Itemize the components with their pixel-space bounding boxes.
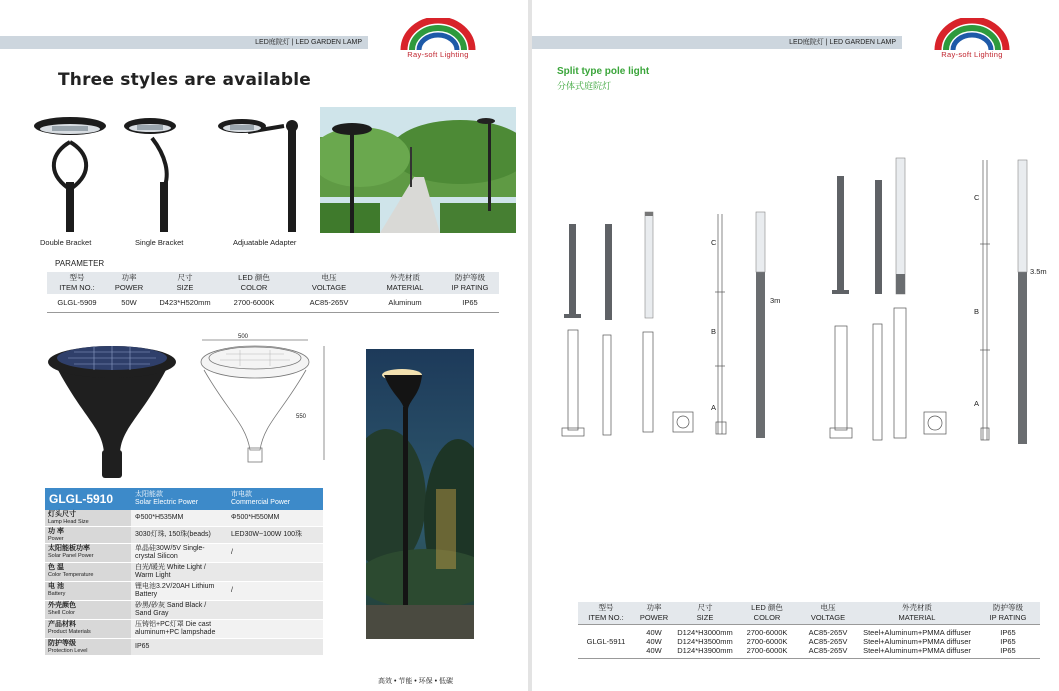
solar-power-column-header: 太阳能款 Solar Electric Power — [135, 491, 199, 506]
drawing-label-c-right: C — [974, 193, 980, 202]
glgl-5910-header — [45, 488, 323, 510]
park-scene-photo — [320, 107, 516, 233]
col-header-voltage: 电压 VOLTAGE — [798, 602, 858, 625]
height-label-3m: 3m — [770, 296, 781, 305]
spec-row: 色 温 Color Temperature 白光/暖光 White Light / Warm Light — [45, 563, 323, 582]
spec-row: 电 池 Battery 锂电池3.2V/20AH Lithium Battery / — [45, 582, 323, 601]
cell-material: Aluminum — [369, 294, 441, 313]
header-band — [532, 36, 902, 49]
drawing-label-b-right: B — [974, 307, 980, 316]
col-header-power: 功率 POWER — [107, 272, 151, 294]
parameter-label: PARAMETER — [55, 259, 105, 268]
cell-material: Steel+Aluminum+PMMA diffuser Steel+Aluminum+PMMA diffuser Steel+Aluminum+PMMA diffuser — [863, 628, 971, 655]
cell-size: D423*H520mm — [151, 294, 219, 313]
col-header-color: LED 颜色 COLOR — [219, 272, 289, 294]
spec-row: 灯头尺寸 Lamp Head Size Φ500*H535MM Φ500*H550MM — [45, 510, 323, 527]
dimension-height-label: 550 — [296, 414, 307, 420]
split-type-title: Split type pole light — [557, 66, 650, 77]
drawing-label-b: B — [711, 327, 717, 336]
pole-technical-drawings — [532, 150, 1059, 450]
spec-table-header-row — [47, 272, 499, 294]
col-header-item: 型号 ITEM NO.: — [578, 602, 634, 625]
spec-row: 太阳能板功率 Solar Panel Power 单晶硅30W/5V Single-crystal Silicon / — [45, 544, 323, 563]
glgl-5911-spec-table — [578, 602, 1040, 659]
spec-row: 外壳颜色 Shell Color 砂黑/砂灰 Sand Black / Sand Gray — [45, 601, 323, 620]
style-caption-single: Single Bracket — [135, 238, 184, 247]
cell-power: 50W — [107, 294, 151, 313]
cell-color: 2700-6000K 2700-6000K 2700-6000K — [746, 628, 788, 655]
drawing-label-a: A — [711, 403, 717, 412]
right-catalog-page — [532, 0, 1059, 691]
night-garden-photo — [366, 349, 474, 639]
cell-voltage: AC85-265V AC85-265V AC85-265V — [808, 628, 848, 655]
page-title: Three styles are available — [58, 70, 311, 90]
drawing-label-a-right: A — [974, 399, 980, 408]
cell-voltage: AC85-265V — [289, 294, 369, 313]
brand-logo-text: Ray-soft Lighting — [941, 50, 1003, 59]
header-band-text: LED庭院灯 | LED GARDEN LAMP — [789, 39, 896, 46]
page-footer-slogan: 高效 • 节能 • 环保 • 低碳 — [378, 678, 454, 685]
cell-power: 40W 40W 40W — [646, 628, 662, 655]
single-bracket-lamp-image — [122, 112, 202, 234]
col-header-material: 外壳材质 MATERIAL — [369, 272, 441, 294]
col-header-item: 型号 ITEM NO.: — [47, 272, 107, 294]
brand-logo — [392, 18, 484, 62]
dimension-width-label: 500 — [238, 334, 249, 340]
double-bracket-lamp-image — [30, 112, 110, 234]
cell-color: 2700-6000K — [219, 294, 289, 313]
col-header-ip: 防护等级 IP RATING — [976, 602, 1040, 625]
cell-ip: IP65 — [441, 294, 499, 313]
table-row — [578, 625, 1040, 659]
col-header-material: 外壳材质 MATERIAL — [858, 602, 976, 625]
glgl-5910-spec-panel — [45, 488, 323, 656]
drawing-label-c: C — [711, 238, 717, 247]
lamp-dimension-drawing — [196, 332, 346, 472]
spec-row: 功 率 Power 3030灯珠, 150珠(beads) LED30W~100W 100珠 — [45, 527, 323, 544]
col-header-size: 尺寸 SIZE — [674, 602, 736, 625]
spec-table-header-row — [578, 602, 1040, 625]
style-caption-double: Double Bracket — [40, 238, 92, 247]
cell-size: D124*H3000mm D124*H3500mm D124*H3900mm — [677, 628, 733, 655]
col-header-power: 功率 POWER — [634, 602, 674, 625]
spec-row: 防护等级 Protection Level IP65 — [45, 639, 323, 656]
rainbow-logo-icon — [932, 18, 1012, 52]
header-band — [0, 36, 368, 49]
adjustable-adapter-lamp-image — [214, 112, 310, 234]
height-label-35m: 3.5m — [1030, 267, 1047, 276]
style-caption-adjustable: Adjuatable Adapter — [233, 238, 297, 247]
brand-logo-text: Ray-soft Lighting — [407, 50, 469, 59]
spec-row: 产品材料 Product Materials 压铸铝+PC灯罩 Die cast aluminum+PC lampshade — [45, 620, 323, 639]
rainbow-logo-icon — [398, 18, 478, 52]
header-band-text: LED庭院灯 | LED GARDEN LAMP — [255, 39, 362, 46]
gl5909-spec-table — [47, 272, 499, 313]
brand-logo — [926, 18, 1018, 62]
table-row — [47, 294, 499, 313]
col-header-size: 尺寸 SIZE — [151, 272, 219, 294]
solar-lamp-head-image — [44, 332, 180, 480]
left-catalog-page — [0, 0, 528, 691]
glgl-5910-model: GLGL-5910 — [49, 492, 114, 506]
split-type-subtitle: 分体式庭院灯 — [557, 81, 612, 91]
cell-ip: IP65 IP65 IP65 — [1000, 628, 1016, 655]
col-header-color: LED 颜色 COLOR — [736, 602, 798, 625]
col-header-voltage: 电压 VOLTAGE — [289, 272, 369, 294]
glgl-5910-rows — [45, 510, 323, 656]
col-header-ip: 防护等级 IP RATING — [441, 272, 499, 294]
cell-item: GLGL-5909 — [47, 294, 107, 313]
commercial-power-column-header: 市电款 Commercial Power — [231, 491, 291, 506]
cell-item: GLGL-5911 — [586, 637, 626, 646]
